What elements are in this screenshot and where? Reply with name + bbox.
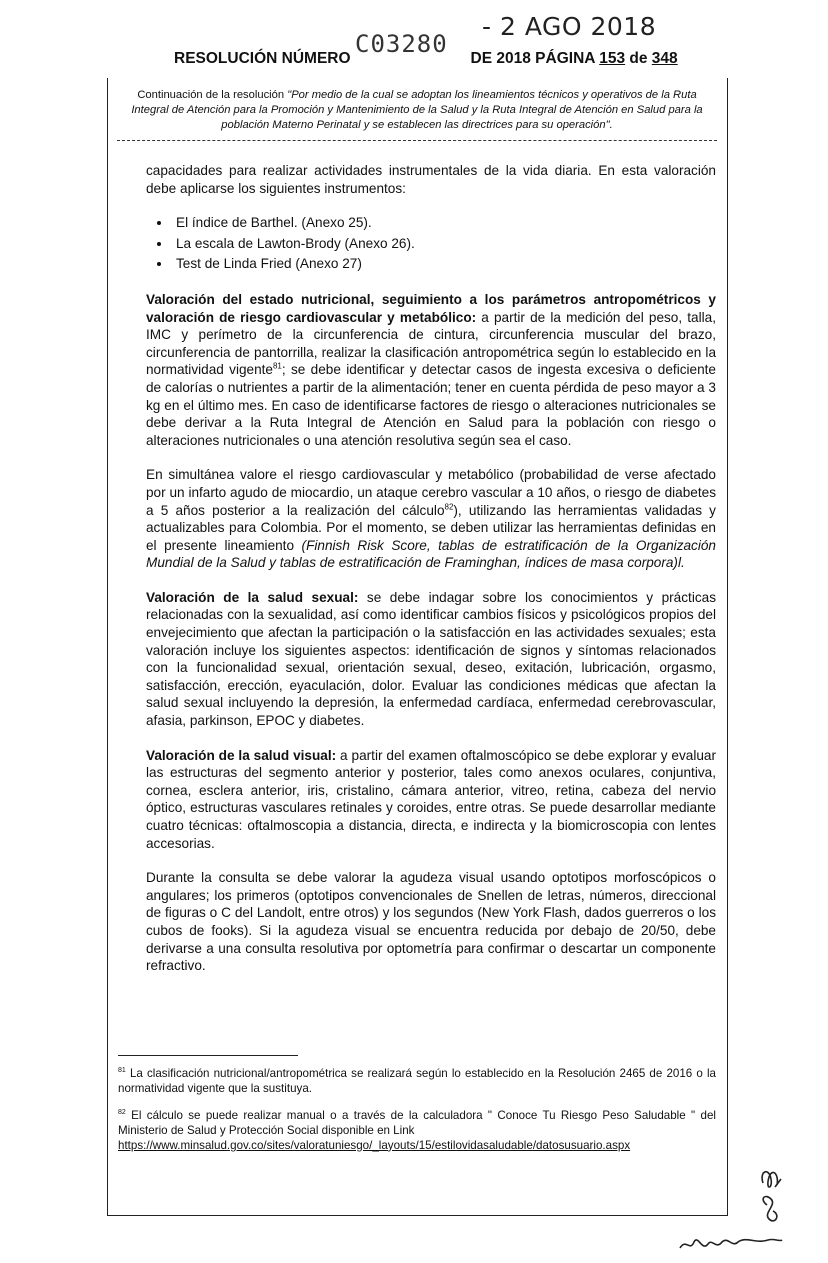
heading-nutritional: Valoración del estado nutricional, seguimiento a los parámetros antropométricos y valoración de riesgo cardiovascular y metabólico: [146, 291, 716, 325]
heading-sexual-health: Valoración de la salud sexual: [146, 589, 359, 605]
stamp-resolution-number: C03280 [355, 30, 448, 58]
header-middle: DE 2018 PÁGINA [470, 50, 595, 67]
paragraph-text: En simultánea valore el riesgo cardiovascular y metabólico (probabilidad de verse afectado por un infarto agudo de miocardio, un ataque cerebro vascular a 10 años, o riesgo de diabetes a 5 años posterior a la realización del cálculo [146, 467, 716, 518]
footnote-divider [118, 1055, 298, 1056]
handwritten-initials-icon [755, 1165, 815, 1250]
list-item: • El índice de Barthel. (Anexo 25). [172, 214, 716, 232]
resolution-header [174, 50, 678, 68]
header-total-pages: 348 [651, 50, 678, 67]
footnote-text: La clasificación nutricional/antropométrica se realizará según lo establecido en la Resolución 2465 de 2016 o la normatividad vigente que la sustituya. [118, 1066, 716, 1095]
document-body [146, 162, 716, 992]
footnote-text: El cálculo se puede realizar manual o a través de la calculadora " Conoce Tu Riesgo Peso Saludable " del Ministerio de Salud y Protección Social disponible en Link [118, 1108, 716, 1137]
paragraph-sexual-health [146, 589, 716, 730]
paragraph-intro: capacidades para realizar actividades instrumentales de la vida diaria. En esta valoración debe aplicarse los siguientes instrumentos: [146, 163, 716, 196]
resolution-subtitle [118, 88, 716, 133]
instrument-list [146, 214, 716, 273]
handwritten-signature-icon [676, 1228, 786, 1258]
footnote-number: 81 [118, 1067, 126, 1074]
heading-visual-health: Valoración de la salud visual: [146, 747, 337, 763]
subtitle-prefix: Continuación de la resolución [137, 89, 288, 101]
footnote-number: 82 [118, 1108, 126, 1116]
paragraph-visual-health [146, 747, 716, 853]
footnote-ref-81: 81 [272, 361, 282, 371]
list-item: • La escala de Lawton-Brody (Anexo 26). [172, 235, 716, 253]
paragraph-cardiovascular [146, 466, 716, 572]
header-divider [117, 140, 717, 141]
paragraph-italic: (Finnish Risk Score, tablas de estratificación de la Organización Mundial de la Salud y tablas de estratificación de Framinghan, índices de masa corpora)l. [146, 537, 716, 571]
footnote-82 [118, 1105, 716, 1153]
footnote-ref-82: 82 [444, 501, 454, 511]
paragraph-text: a partir del examen oftalmoscópico se debe explorar y evaluar las estructuras del segmento anterior y posterior, tales como anexos oculares, conjuntiva, cornea, esclera anterior, iris, cristalino, cámara anterior, vitreo, retina, cabeza del nervio óptico, estructuras vasculares retinales y coroides, entre otras. Se puede desarrollar mediante cuatro técnicas: oftalmoscopia a distancia, directa, e indirecta y la biomicroscopia con lentes accesorias. [146, 747, 717, 851]
paragraph-text: ), utilizando las herramientas validadas y actualizables para Colombia. Por el momento, se deben utilizar las herramientas definidas en el presente lineamiento [146, 502, 716, 553]
paragraph-nutritional [146, 291, 716, 449]
subtitle-title: "Por medio de la cual se adoptan los lineamientos técnicos y operativos de la Ruta Integral de Atención para la Promoción y Mantenimiento de la Salud y la Ruta Integral de Atención en Salud para la población Materno Perinatal y se establecen las directrices para su operación". [131, 89, 703, 131]
paragraph-visual-acuity: Durante la consulta se debe valorar la agudeza visual usando optotipos morfoscópicos o angulares; los primeros (optotipos convencionales de Snellen de letras, números, direccional de figuras o C del Landolt, entre otros) y los segundos (New York Flash, dados guerreros o los cubos de fooks). Si la agudeza visual se encuentra reducida por debajo de 20/50, debe derivarse a una consulta resolutiva por optometría para confirmar o descartar un componente refractivo. [146, 870, 716, 974]
footnotes [118, 1063, 716, 1162]
list-item: • Test de Linda Fried (Anexo 27) [172, 255, 716, 273]
footnote-81 [118, 1063, 716, 1096]
header-prefix: RESOLUCIÓN NÚMERO [174, 50, 351, 67]
stamp-date: - 2 AGO 2018 [482, 12, 657, 41]
paragraph-text: a partir de la medición del peso, talla, IMC y perímetro de la circunferencia de cintura, circunferencia muscular del brazo, circunferencia de pantorrilla, realizar la clasificación antropométrica según lo establecido en la normatividad vigente [146, 309, 716, 378]
paragraph-text: ; se debe identificar y detectar casos de ingesta excesiva o deficiente de calorías o nutrientes a partir de la alimentación; tener en cuenta pérdida de peso mayor a 3 kg en el último mes. En caso de identificarse factores de riesgo o alteraciones nutricionales se debe derivar a la Ruta Integral de Atención en Salud para la población con riesgo o alteraciones nutricionales o una atención resolutiva según sea el caso. [146, 362, 716, 448]
header-of: de [629, 50, 648, 67]
footnote-link[interactable]: https://www.minsalud.gov.co/sites/valoratuniesgo/_layouts/15/estilovidasaludable/datosusuario.aspx [118, 1138, 631, 1152]
header-page-number: 153 [599, 50, 626, 67]
paragraph-text: se debe indagar sobre los conocimientos y prácticas relacionadas con la sexualidad, así como identificar cambios físicos y psicológicos propios del envejecimiento que afectan la participación o la satisfacción en las actividades sexuales; esta valoración incluye los siguientes aspectos: identificación de signos y síntomas relacionados con la funcionalidad sexual, orientación sexual, deseo, exitación, lubricación, orgasmo, satisfacción, erección, eyaculación, dolor. Evaluar las condiciones médicas que afectan la salud sexual incluyendo la depresión, la enfermedad cardíaca, enfermedad cerebrovascular, afasia, parkinson, EPOC y diabetes. [146, 589, 716, 729]
